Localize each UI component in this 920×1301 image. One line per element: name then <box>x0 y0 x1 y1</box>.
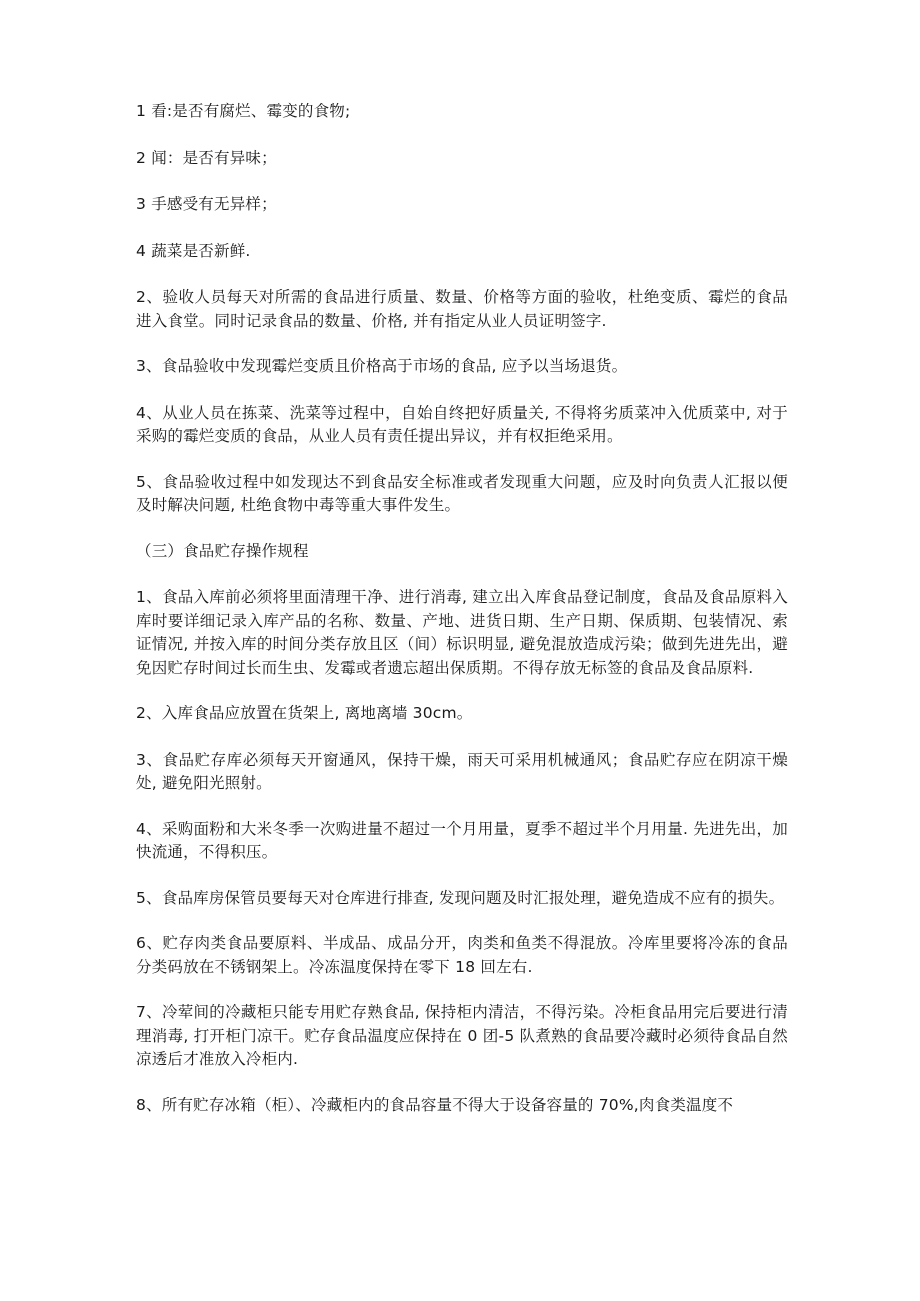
paragraph-inspection-3: 3、食品验收中发现霉烂变质且价格高于市场的食品, 应予以当场退货。 <box>136 357 628 375</box>
paragraph-inspection-2: 2、验收人员每天对所需的食品进行质量、数量、价格等方面的验收，杜绝变质、霉烂的食品进入食堂。同时记录食品的数量、价格, 并有指定从业人员证明签字. <box>136 288 788 330</box>
paragraph-storage-1: 1、食品入库前必须将里面清理干净、进行消毒, 建立出入库食品登记制度，食品及食品原料入库时要详细记录入库产品的名称、数量、产地、进货日期、生产日期、保质期、包装情况、索证情况, 并按入库的时间分类存放且区（间）标识明显, 避免混放造成污染；做到先进先出，避免因贮存时间过长而生虫、发霉或者遗忘超出保质期。不得存放无标签的食品及食品原料. <box>136 588 788 677</box>
paragraph-storage-7: 7、冷荤间的冷藏柜只能专用贮存熟食品, 保持柜内清洁，不得污染。冷柜食品用完后要进行清理消毒, 打开柜门凉干。贮存食品温度应保持在 0 团-5 队煮熟的食品要冷藏时必须待食品自然凉透后才准放入冷柜内. <box>136 1003 788 1068</box>
paragraph-storage-2: 2、入库食品应放置在货架上, 离地离墙 30cm。 <box>136 704 473 722</box>
paragraph-inspection-4: 4、从业人员在拣菜、洗菜等过程中，自始自终把好质量关, 不得将劣质菜冲入优质菜中, 对于采购的霉烂变质的食品，从业人员有责任提出异议，并有权拒绝采用。 <box>136 403 788 445</box>
paragraph-inspection-5: 5、食品验收过程中如发现达不到食品安全标准或者发现重大问题，应及时向负责人汇报以便及时解决问题, 杜绝食物中毒等重大事件发生。 <box>136 472 788 514</box>
paragraph-storage-6: 6、贮存肉类食品要原料、半成品、成品分开，肉类和鱼类不得混放。冷库里要将冷冻的食品分类码放在不锈钢架上。冷冻温度保持在零下 18 回左右. <box>136 934 788 976</box>
section-heading-storage: （三）食品贮存操作规程 <box>136 541 309 560</box>
paragraph-storage-4: 4、采购面粉和大米冬季一次购进量不超过一个月用量，夏季不超过半个月用量. 先进先出，加快流通，不得积压。 <box>136 819 788 861</box>
check-item-vegetables: 4 蔬菜是否新鲜. <box>136 241 251 260</box>
paragraph-storage-8: 8、所有贮存冰箱（柜）、冷藏柜内的食品容量不得大于设备容量的 70%,肉食类温度不 <box>136 1095 734 1114</box>
check-item-smell: 2 闻：是否有异味； <box>136 148 277 167</box>
document-page <box>136 100 788 1140</box>
paragraph-storage-5: 5、食品库房保管员要每天对仓库进行排查, 发现问题及时汇报处理，避免造成不应有的损失。 <box>136 888 785 907</box>
check-item-look: 1 看:是否有腐烂、霉变的食物; <box>136 102 351 120</box>
paragraph-storage-3: 3、食品贮存库必须每天开窗通风，保持干燥，雨天可采用机械通风；食品贮存应在阴凉干燥处, 避免阳光照射。 <box>136 750 788 792</box>
check-item-touch: 3 手感受有无异样； <box>136 195 277 213</box>
